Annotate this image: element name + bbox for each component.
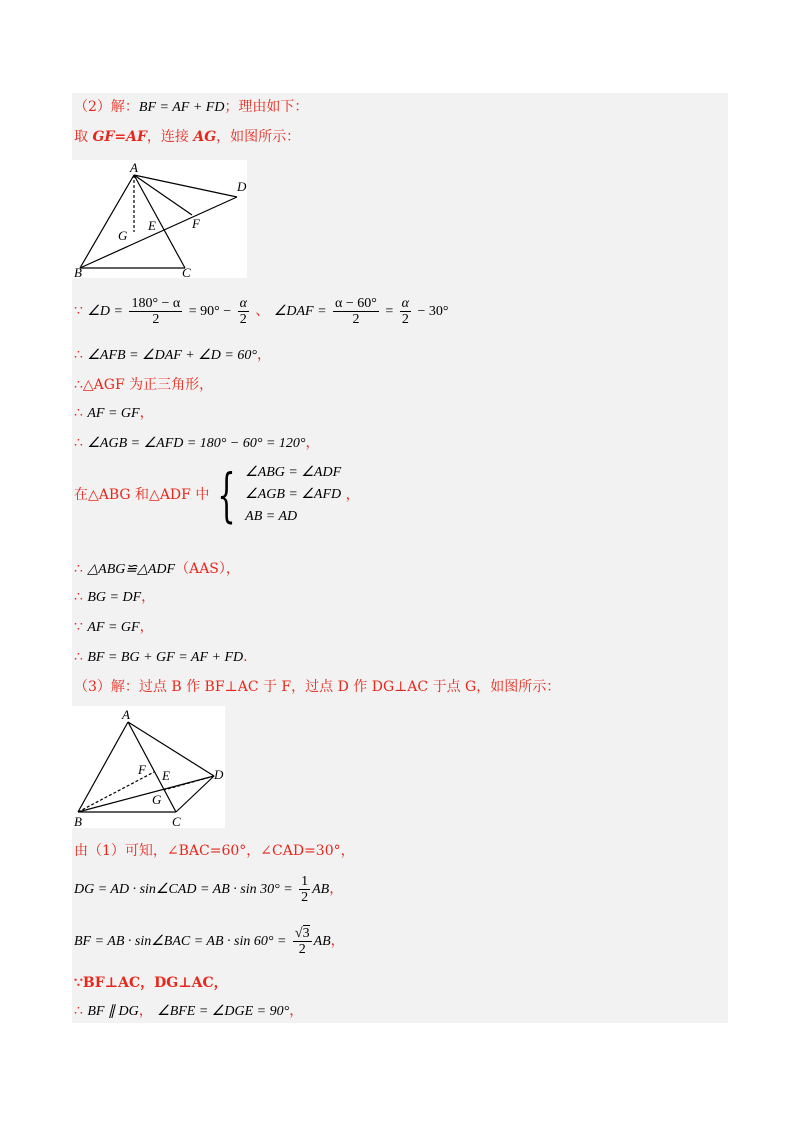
part2-step1: ∵ ∠D = $\frac{180^\circ - \alpha}{2}$ = 90° − $\frac{\alpha}{2}$ 、 ∠DAF = $\frac{\alpha - 60^\circ}{2}$ = $\frac{\alpha}{2}$ − 30° (74, 295, 449, 327)
part2-step6: 在△ABG 和△ADF 中 { ∠ABG = ∠ADF ∠AGB = ∠AFD AB = AD ， (74, 461, 360, 529)
fig1-label-g: G (118, 228, 128, 243)
part2-intro: （2）解：BF = AF + FD；理由如下： (74, 99, 309, 115)
fig1-label-c: C (182, 265, 191, 278)
part2-construction: 取 GF=AF，连接 AG，如图所示： (74, 129, 301, 145)
fig1-label-b: B (74, 265, 82, 278)
part2-step9: ∵ AF = GF， (74, 619, 154, 635)
fig2-label-e: E (162, 768, 170, 783)
fig2-label-g: G (152, 792, 162, 807)
fig2-label-c: C (172, 814, 181, 828)
part2-step5: ∴ ∠AGB = ∠AFD = 180° − 60° = 120°， (74, 435, 320, 451)
part2-step3: ∴△AGF 为正三角形， (74, 377, 214, 393)
part2-step2: ∴ ∠AFB = ∠DAF + ∠D = 60°， (74, 347, 271, 363)
part3-intro: （3）解：过点 B 作 BF⊥AC 于 F，过点 D 作 DG⊥AC 于点 G，如图所示： (74, 679, 561, 695)
part2-step8: ∴ BG = DF， (74, 589, 156, 605)
part3-step4: ∵BF⊥AC，DG⊥AC， (74, 975, 228, 991)
fig1-label-a: A (130, 160, 138, 175)
fig1-label-f: F (192, 216, 200, 231)
figure-part2 (72, 160, 247, 278)
fig1-label-e: E (148, 218, 156, 233)
part2-step4: ∴ AF = GF， (74, 405, 154, 421)
part3-step5: ∴ BF ∥ DG， ∠BFE = ∠DGE = 90°， (74, 1003, 304, 1019)
part2-step7: ∴ △ABG≌△ADF（AAS）， (74, 561, 240, 577)
figure-part3 (72, 706, 225, 828)
fig2-label-d: D (214, 767, 224, 782)
figure-part2-svg (72, 160, 247, 278)
fig2-label-b: B (74, 814, 82, 828)
part3-step1: 由（1）可知，∠BAC=60°，∠CAD=30°， (74, 843, 355, 859)
fig1-label-d: D (237, 179, 247, 194)
figure-part3-svg (72, 706, 225, 828)
part3-step2: DG = AD · sin∠CAD = AB · sin 30° = $\frac{1}{2}$ AB， (74, 873, 344, 905)
part3-step3: BF = AB · sin∠BAC = AB · sin 60° = $\frac{√3}{2}$ AB， (74, 925, 345, 957)
part2-step10: ∴ BF = BG + GF = AF + FD. (74, 649, 248, 665)
fig2-label-f: F (138, 762, 146, 777)
fig2-label-a: A (122, 707, 130, 722)
